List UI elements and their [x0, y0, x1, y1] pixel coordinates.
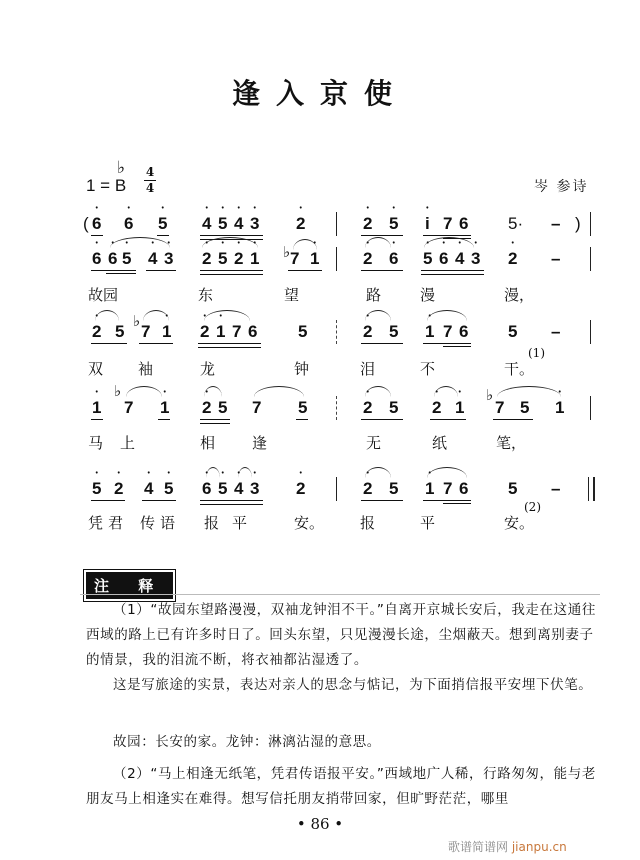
note: • 1: [555, 398, 564, 418]
lyric: 纸: [432, 434, 448, 452]
lyric: 漫，: [504, 286, 535, 304]
open-paren: (: [83, 214, 89, 233]
annotation-paragraph: （2）“马上相逢无纸笔，凭君传语报平安。”西域地广人稀，行路匆匆，能与老朋友马上相逢实在难得。想写信托朋友捎带回家，但旷野茫茫，哪里: [86, 766, 596, 807]
key-signature: [86, 158, 127, 196]
lyric: 马: [88, 434, 104, 452]
note: 5: [115, 322, 125, 341]
lyrics-row-4: [0, 500, 640, 536]
note: 7: [290, 249, 300, 268]
lyric: 凭: [88, 514, 104, 532]
note: • 6: [439, 249, 448, 269]
note: 5: [389, 479, 399, 498]
note: • 4: [148, 249, 157, 269]
note: 7: [495, 398, 505, 417]
time-signature: [144, 166, 156, 195]
note: 5: [389, 322, 399, 341]
flat-icon: ♭: [283, 243, 291, 261]
bar-line: [336, 396, 337, 420]
note: 6: [459, 479, 469, 498]
note: • 2: [202, 398, 211, 418]
note: • 2: [296, 479, 305, 499]
page-number: • 86 •: [296, 815, 344, 833]
author-credit: 岑 参诗: [534, 179, 589, 195]
note: 5: [298, 322, 308, 341]
lyric: 路: [366, 286, 382, 304]
note: • 2: [363, 322, 372, 342]
note: 6: [248, 322, 258, 341]
divider: [80, 594, 600, 595]
lyric: 传: [140, 514, 156, 532]
key-text: 1 = B: [86, 176, 127, 195]
note: • 2: [432, 398, 441, 418]
note: • 3: [471, 249, 480, 269]
bar-line: [336, 212, 337, 236]
note: • 2: [363, 214, 372, 234]
bar-line: [336, 247, 337, 271]
final-bar-line: [588, 477, 595, 501]
lyric: 上: [120, 434, 136, 452]
dash: –: [551, 249, 561, 268]
note: • 4: [455, 249, 464, 269]
note: • 6: [124, 214, 133, 234]
note: • 2: [296, 214, 305, 234]
note: • 2: [234, 249, 243, 269]
note: • 4: [202, 214, 211, 234]
note: 5: [508, 322, 518, 341]
dash: –: [551, 214, 561, 233]
dash: –: [551, 322, 561, 341]
note: • 3: [164, 249, 173, 269]
note: • 2: [363, 398, 372, 418]
lyric: 龙: [200, 360, 216, 378]
note: 6: [459, 214, 469, 233]
note: 5: [218, 398, 228, 417]
watermark: [448, 838, 567, 855]
score-row-2: [0, 312, 640, 348]
lyrics-row-1: [0, 284, 640, 308]
note: • 6: [92, 214, 101, 234]
time-sig-top: 4: [145, 165, 155, 179]
score-row-4: [0, 475, 640, 505]
note: • 5: [389, 214, 398, 234]
note: 5: [508, 479, 518, 498]
note: • 2: [200, 322, 209, 342]
note: • 2: [92, 322, 101, 342]
note: • 5: [164, 479, 173, 499]
watermark-cn: 歌谱简谱网: [448, 840, 509, 854]
note: • 1: [162, 322, 171, 342]
flat-icon: ♭: [117, 158, 126, 177]
note: • 2: [114, 479, 123, 499]
bar-line: [590, 320, 591, 344]
note: 7: [443, 479, 453, 498]
note: • 1: [250, 249, 259, 269]
note: • 4: [144, 479, 153, 499]
lyric: 报: [204, 514, 220, 532]
note: • 6: [108, 249, 117, 269]
note: 5: [520, 398, 530, 417]
lyric: 平: [232, 514, 248, 532]
note: • 4: [234, 479, 243, 499]
note: 7: [124, 398, 134, 417]
note: 7: [141, 322, 151, 341]
lyric: 双: [88, 360, 104, 378]
bar-line: [336, 477, 337, 501]
lyric: 笔，: [496, 434, 527, 452]
bar-line: [590, 212, 591, 236]
bar-line: [590, 396, 591, 420]
lyric: 泪: [360, 360, 376, 378]
note: • 5: [218, 479, 227, 499]
note: 5: [389, 398, 399, 417]
note: • 3: [250, 214, 259, 234]
note: • 6: [389, 249, 398, 269]
note: 7: [443, 214, 453, 233]
lyric: 相: [200, 434, 216, 452]
note: • 5: [92, 479, 101, 499]
note: 5·: [508, 214, 524, 233]
time-sig-bottom: 4: [145, 181, 155, 195]
note: • 2: [202, 249, 211, 269]
note: 7: [232, 322, 242, 341]
note: 6: [459, 322, 469, 341]
flat-icon: ♭: [133, 312, 141, 330]
bar-line: [590, 247, 591, 271]
note: • 1: [425, 322, 434, 342]
lyric: 平: [420, 514, 436, 532]
note: • 1: [425, 479, 434, 499]
close-paren: ): [575, 214, 581, 233]
dash: –: [551, 479, 561, 498]
note: • 3: [250, 479, 259, 499]
annotation-paragraph: （1）“故园东望路漫漫，双袖龙钟泪不干。”自离开京城长安后，我走在这通往西域的路上已有许多时日了。回头东望，只见漫漫长途，尘烟蔽天。想到离别妻子的情景，我的泪流不断，将衣袖都沾湿透了。: [86, 602, 596, 668]
flat-icon: ♭: [486, 386, 494, 404]
note: 5: [298, 398, 308, 417]
lyric: 故园: [88, 286, 119, 304]
note: • 1: [92, 398, 101, 418]
note: 7: [252, 398, 262, 417]
note: • 5: [122, 249, 131, 269]
footnote-marker-1: (1): [528, 346, 545, 360]
annotation-paragraph: 这是写旅途的实景，表达对亲人的思念与惦记，为下面捎信报平安埋下伏笔。: [113, 677, 593, 693]
song-title: 逢入京使: [231, 77, 408, 110]
note: • 5: [218, 249, 227, 269]
score-row-1-lower: [0, 245, 640, 275]
note: • 2: [363, 249, 372, 269]
note: • 5: [218, 214, 227, 234]
note: • 5: [158, 214, 167, 234]
lyrics-row-2: [0, 346, 640, 382]
score-row-3: [0, 382, 640, 424]
note: • 1: [216, 322, 225, 342]
lyric: 无: [366, 434, 382, 452]
note: • 1: [160, 398, 169, 418]
score-row-1-upper: [0, 210, 640, 240]
lyric: 望: [284, 286, 300, 304]
note: • 1: [455, 398, 464, 418]
lyric: 干。: [504, 360, 535, 378]
note: • 2: [363, 479, 372, 499]
lyric: 袖: [138, 360, 154, 378]
watermark-en: jianpu.cn: [511, 840, 567, 854]
annotations-heading: 注 释: [86, 572, 173, 599]
note: • 6: [92, 249, 101, 269]
lyric: 逢: [252, 434, 268, 452]
note: • 4: [234, 214, 243, 234]
note: • 2: [508, 249, 517, 269]
lyric: 钟: [294, 360, 310, 378]
note: 7: [443, 322, 453, 341]
lyrics-row-3: [0, 432, 640, 456]
note: • i: [425, 214, 430, 234]
lyric: 君: [108, 514, 124, 532]
footnote-marker-2: (2): [524, 500, 541, 514]
note: • 6: [202, 479, 211, 499]
lyric: 安。: [294, 514, 325, 532]
lyric: 不: [420, 360, 436, 378]
note: • 5: [423, 249, 432, 269]
lyric: 安。: [504, 514, 535, 532]
lyric: 漫: [420, 286, 436, 304]
note: • 1: [310, 249, 319, 269]
lyric: 报: [360, 514, 376, 532]
bar-line: [336, 320, 337, 344]
annotation-paragraph: 故园：长安的家。龙钟：淋漓沾湿的意思。: [113, 734, 381, 750]
lyric: 东: [198, 286, 214, 304]
lyric: 语: [160, 514, 176, 532]
flat-icon: ♭: [114, 382, 122, 400]
